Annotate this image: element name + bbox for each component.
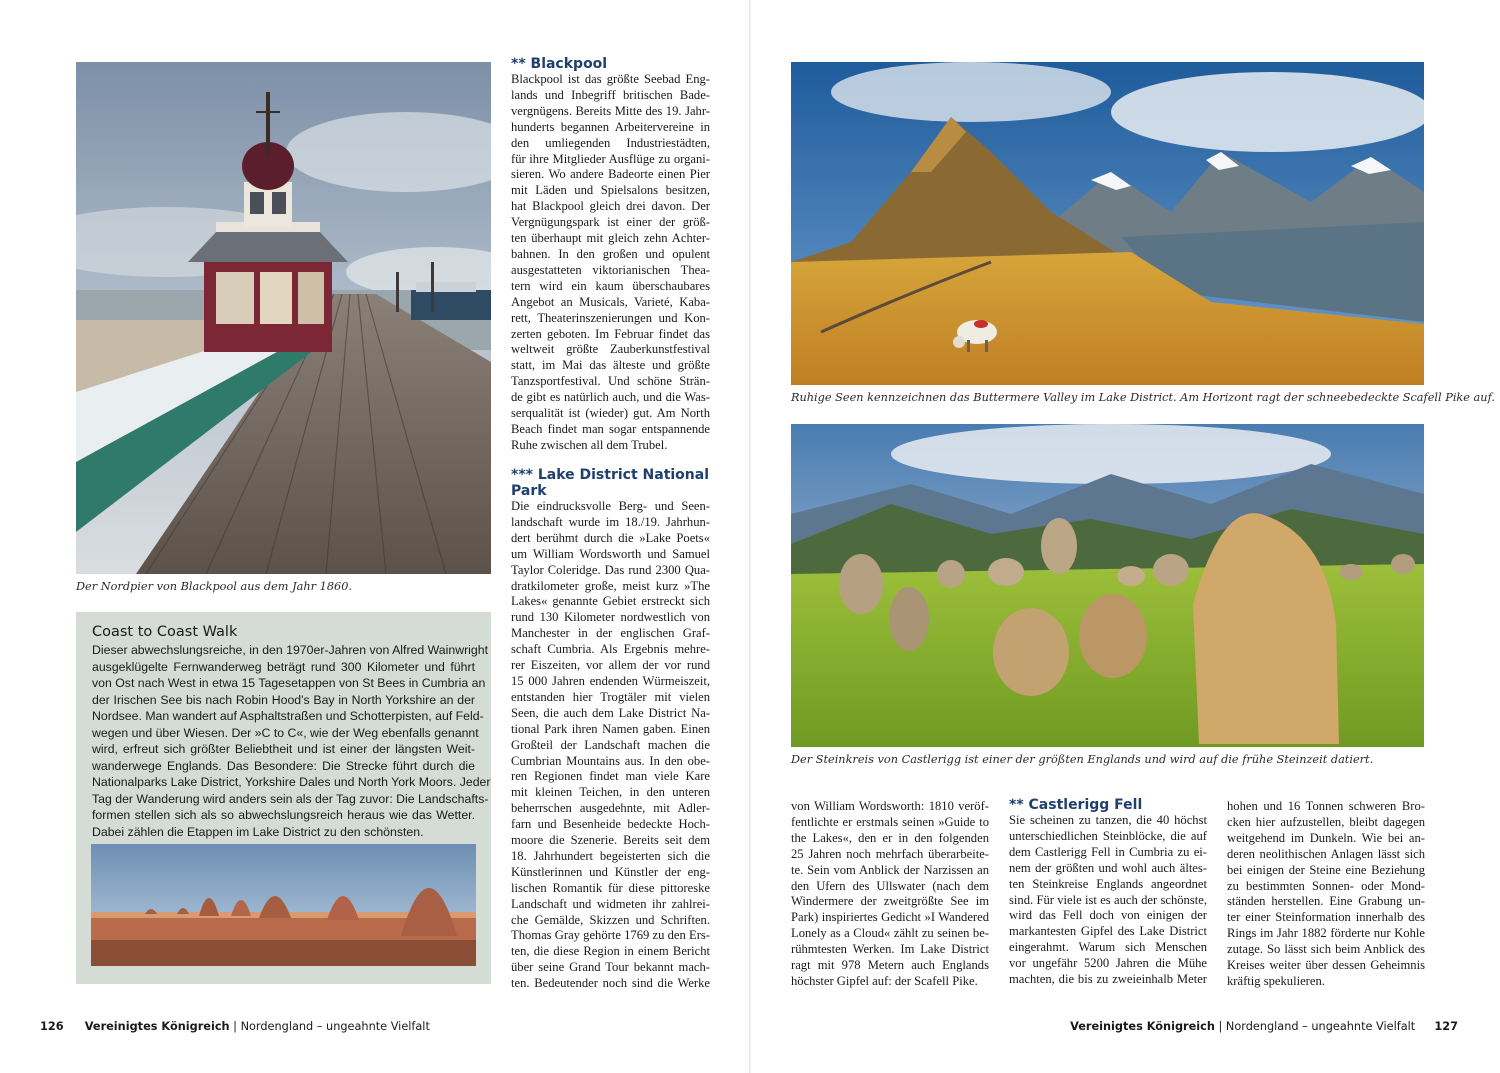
text-line: entstanden hier Trogtäler mit vielen: [511, 689, 710, 704]
text-line: ausgestatteten viktorianischen Thea-: [511, 262, 710, 277]
text-line: rer Eiszeiten, vor allem der vor rund: [511, 658, 710, 673]
text-line: wegen und über Wiesen. Der »C to C«, wie der Weg ebenfalls genannt: [92, 725, 479, 740]
text-line: Nationalparks Lake District, Yorkshire Dales und North York Moors. Jeder: [92, 775, 491, 789]
footer-separator: |: [1214, 1020, 1226, 1033]
text-line: höchster Gipfel auf: der Scafell Pike.: [791, 973, 978, 988]
page-gutter: [749, 0, 751, 1073]
text-line: lands und Inbegriff britischen Bade-: [511, 87, 710, 102]
text-line: weitgehend im Dunkeln. Wie bei an-: [1227, 830, 1425, 845]
text-line: ren Regionen findet man viele Kare: [511, 769, 710, 784]
text-line: ten überhaupt mit gleich zehn Achter-: [511, 231, 710, 246]
page-number: 126: [40, 1020, 64, 1033]
text-line: Manchester in der englischen Graf-: [511, 626, 710, 641]
text-line: Beach findet man sogar entspannende: [511, 421, 710, 436]
text-line: Nordsee. Man wandert auf Asphaltstraßen und Schotterpisten, auf Feld-: [92, 709, 484, 723]
text-line: Kreises weiter über dessen Geheimnis: [1227, 958, 1425, 973]
text-line: dem Castlerigg Fell in Cumbria zu ei-: [1009, 844, 1207, 859]
text-line: the Lakes«, den er in den folgenden: [791, 830, 989, 845]
text-line: wird das Fell doch von einigen der: [1009, 908, 1207, 923]
heading-lake-district: [511, 467, 710, 499]
footer-section: Vereinigtes Königreich: [84, 1020, 230, 1033]
text-line: wird, erfreut sich größter Beliebtheit und ist einer der längsten Weit-: [92, 742, 475, 756]
text-line: bei einigen der Steine eine Beziehung: [1227, 862, 1425, 877]
text-line: Cumbrian Mountains aus. In den obe-: [511, 753, 710, 768]
text-line: Rings im Jahr 1882 förderte nur Kohle: [1227, 926, 1425, 941]
text-line: nem der größten und wohl auch ältes-: [1009, 860, 1207, 875]
text-line: um William Wordsworth und Samuel: [511, 546, 710, 561]
text-line: Ruhe zwischen all dem Trubel.: [511, 437, 668, 452]
footer-section: Vereinigtes Königreich: [1070, 1020, 1215, 1033]
text-line: eingerahmt. Warum sich Menschen: [1009, 940, 1207, 955]
body-lake-district: [511, 499, 710, 992]
text-line: rett, Theaterinszenierungen und Kon-: [511, 310, 710, 325]
text-line: Park) inspiriertes Gedicht »I Wandered: [791, 910, 989, 925]
text-line: statt, im Mai das älteste und größte: [511, 358, 710, 373]
text-line: ragt mit 978 Metern auch Englands: [791, 958, 989, 973]
text-line: den Ufern des Ullswater (nach dem: [791, 878, 989, 893]
article-lake-district: [511, 467, 710, 992]
article-blackpool: [511, 56, 710, 454]
caption-blackpool-pier: Der Nordpier von Blackpool aus dem Jahr 1860.: [76, 580, 352, 593]
footer-right: [1070, 1020, 1458, 1033]
text-line: mit Läden und Spielsalons besitzen,: [511, 183, 710, 198]
text-line: formen stellen sich als so abwechslungsreich heraus wie das Wetter.: [92, 808, 475, 822]
photo-blackpool-pier: [76, 62, 491, 574]
text-line: 25 Jahren noch mehrfach überarbeite-: [791, 846, 989, 861]
footer-chapter: Nordengland – ungeahnte Vielfalt: [1225, 1020, 1416, 1033]
text-line: vergnügens. Bereits Mitte des 19. Jahr-: [511, 103, 710, 118]
text-line: Seen, die auch dem Lake District Na-: [511, 705, 710, 720]
text-line: ständen herstellen. Eine Grabung un-: [1227, 894, 1425, 909]
text-line: ten. Bedeutender noch sind die Werke: [511, 976, 710, 991]
heading-castlerigg: ** Castlerigg Fell: [1009, 797, 1143, 813]
infobox-coast-to-coast: [76, 612, 491, 984]
text-line: te. Sein vom Anblick der Narzissen an: [791, 862, 989, 877]
text-line: von William Wordsworth: 1810 veröf-: [791, 799, 989, 813]
text-line: Tag der Wanderung wird anders sein als der Tag zuvor: Die Landschafts-: [92, 791, 489, 806]
text-line: rühmtesten Werken. Im Lake District: [791, 942, 989, 957]
text-line: Lonely as a Cloud« zählt zu seinen be-: [791, 926, 989, 941]
footer-separator: |: [229, 1020, 241, 1033]
text-line: Tanzsportfestival. Und schöne Strän-: [511, 374, 710, 389]
text-line: Windermere der zweitgrößte See im: [791, 894, 989, 909]
text-line: lischen Romantik für diese pittoreske: [511, 880, 710, 895]
text-line: deren neolithischen Anlagen lässt sich: [1227, 846, 1425, 861]
text-line: ten, die diese Region in einem Bericht: [511, 944, 710, 959]
article-castlerigg-continued: [1227, 799, 1425, 990]
text-line: machten, die bis zu zweieinhalb Meter: [1009, 972, 1207, 987]
photo-castlerigg-stones: [791, 424, 1424, 747]
text-line: Dabei zählen die Etappen im Lake District zu den schönsten.: [92, 824, 424, 839]
text-line: Blackpool ist das größte Seebad Eng-: [511, 72, 710, 86]
text-line: landschaft wurde im 18./19. Jahrhun-: [511, 514, 710, 529]
text-line: Taylor Coleridge. Das rund 2300 Qua-: [511, 562, 710, 577]
text-line: kräftig spekulieren.: [1227, 973, 1325, 988]
text-line: hohen und 16 Tonnen schweren Bro-: [1227, 799, 1425, 813]
text-line: ter einer Steinformation innerhalb des: [1227, 910, 1425, 925]
text-line: tern wird ein kaum überschaubares: [511, 278, 710, 293]
caption-buttermere-valley: Ruhige Seen kennzeichnen das Buttermere Valley im Lake District. Am Horizont ragt der schneebedeckte Scafell Pike auf.: [791, 391, 1495, 404]
text-line: ten Steinkreise Englands angeordnet: [1009, 876, 1207, 891]
text-line: cken hier aufzustellen, bleibt dagegen: [1227, 814, 1425, 829]
article-lake-district-continued: [791, 799, 989, 990]
text-line: Lakes« genannte Gebiet erstreckt sich: [511, 594, 710, 609]
text-line: beherrschen ausgedehnte, mit Adler-: [511, 801, 710, 816]
text-line: Dieser abwechslungsreiche, in den 1970er-Jahren von Alfred Wainwright: [92, 643, 488, 657]
photo-cairns: [91, 844, 476, 966]
text-line: zu bestimmten Sonnen- oder Mond-: [1227, 878, 1425, 893]
text-line: wanderwege Englands. Das Besondere: Die Strecke führt durch die: [92, 758, 475, 773]
heading-line: Park: [511, 483, 547, 499]
heading-line: *** Lake District National: [511, 467, 710, 483]
text-line: de gibt es natürlich auch, und die Was-: [511, 390, 710, 405]
footer-chapter: Nordengland – ungeahnte Vielfalt: [240, 1020, 430, 1033]
text-line: über seine Grand Tour bekannt mach-: [511, 960, 710, 975]
text-line: Landschaft und widmeten ihr zahlrei-: [511, 896, 710, 911]
text-line: farn und Besenheide bedeckte Hoch-: [511, 817, 710, 832]
text-line: Sie scheinen zu tanzen, die 40 höchst: [1009, 813, 1207, 827]
text-line: Angebot an Musicals, Varieté, Kaba-: [511, 294, 710, 309]
text-line: Künstlerinnen und Künstler der eng-: [511, 864, 710, 879]
infobox-title: Coast to Coast Walk: [92, 624, 238, 640]
caption-castlerigg-stones: Der Steinkreis von Castlerigg ist einer der größten Englands und wird auf die frühe Steinzeit datiert.: [791, 753, 1374, 766]
text-line: fentlichte er erstmals seinen »Guide to: [791, 814, 989, 829]
text-line: hat Blackpool gleich drei davon. Der: [511, 199, 710, 214]
text-line: tional Park ihren Namen gaben. Einen: [511, 721, 710, 736]
text-line: der Irischen See bis nach Robin Hood's Bay in North Yorkshire an der: [92, 692, 475, 707]
text-line: den umliegenden Industriestädten,: [511, 135, 710, 150]
text-line: zutage. So lässt sich beim Anblick des: [1227, 942, 1425, 957]
text-line: dert berühmt durch die »Lake Poets«: [511, 530, 710, 545]
text-line: zerten geboten. Im Februar findet das: [511, 326, 710, 341]
text-line: von Ost nach West in etwa 15 Tagesetappen von St Bees in Cumbria an: [92, 676, 486, 690]
heading-blackpool: ** Blackpool: [511, 56, 608, 72]
text-line: Großteil der Landschaft machen die: [511, 737, 710, 752]
infobox-text: [92, 642, 491, 840]
text-line: schaft Cumbria. Als Ergebnis mehre-: [511, 642, 710, 657]
text-line: sieren. Wo andere Badeorte einen Pier: [511, 167, 710, 182]
text-line: 15 000 Jahren endenden Würmeiszeit,: [511, 673, 710, 688]
text-line: moore die Szenerie. Bereits seit dem: [511, 833, 710, 848]
text-line: 18. Jahrhundert begeisterten sich die: [511, 848, 710, 863]
page-number: 127: [1434, 1020, 1458, 1033]
text-line: hunderts begannen Arbeitervereine in: [511, 119, 710, 134]
text-line: vor ungefähr 5200 Jahren die Mühe: [1009, 956, 1207, 971]
text-line: dratkilometer große, meist kurz »The: [511, 578, 710, 593]
text-line: sind. Für viele ist es auch der schönste,: [1009, 892, 1207, 907]
text-line: weltweit größte Zauberkunstfestival: [511, 342, 710, 357]
text-line: bahnen. In den großen und opulent: [511, 246, 710, 261]
text-line: Vergnügungspark ist einer der größ-: [511, 215, 710, 230]
text-line: markantesten Gipfel des Lake District: [1009, 924, 1207, 939]
text-line: rund 130 Kilometer nordwestlich von: [511, 610, 710, 625]
text-line: serqualität ist (wieder) gut. Am North: [511, 406, 710, 421]
text-line: mit kleinen Teichen, in den unteren: [511, 785, 710, 800]
text-line: Thomas Gray gehörte 1769 zu den Ers-: [511, 928, 710, 943]
article-castlerigg: [1009, 797, 1207, 988]
text-line: che Gemälde, Skizzen und Schriften.: [511, 912, 710, 927]
text-line: ausgeklügelte Fernwanderweg beträgt rund 300 Kilometer und führt: [92, 659, 475, 674]
text-line: Die eindrucksvolle Berg- und Seen-: [511, 499, 710, 513]
photo-buttermere-valley: [791, 62, 1424, 385]
body-blackpool: [511, 72, 710, 454]
text-line: unterschiedlichen Steinblöcke, die auf: [1009, 828, 1207, 843]
footer-left: [40, 1020, 430, 1033]
text-line: für ihre Mitglieder Ausflüge zu organi-: [511, 151, 710, 166]
